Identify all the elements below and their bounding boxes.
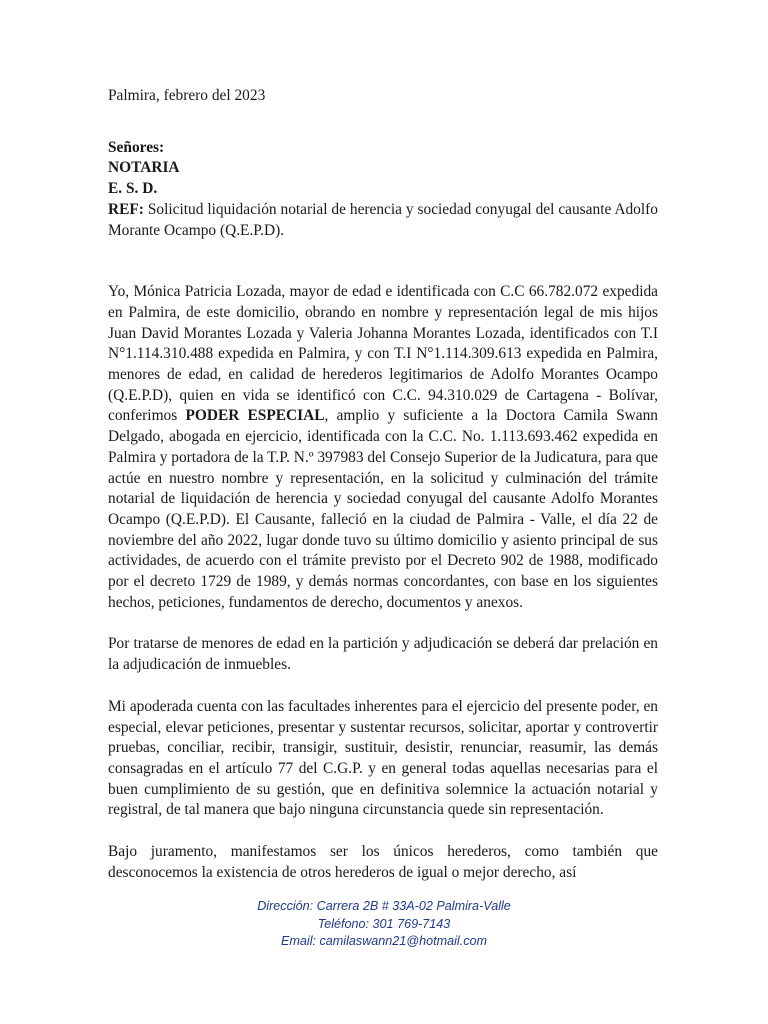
footer-email: Email: camilaswann21@hotmail.com — [281, 934, 487, 949]
addressee-block — [108, 138, 658, 200]
footer-address: Dirección: Carrera 2B # 33A-02 Palmira-Valle — [257, 899, 511, 913]
addressee-esd: E. S. D. — [108, 180, 158, 198]
reference-label: REF: — [108, 200, 144, 218]
paragraph-faculties: Mi apoderada cuenta con las facultades inherentes para el ejercicio del presente poder, en especial, elevar peticiones, presentar y sustentar recursos, solicitar, aportar y controvertir pruebas, conciliar, recibir, transigir, sustituir, desistir, renunciar, reasumir, las demás consagradas en el artículo 77 del C.G.P. y en general todas aquellas necesarias para el buen cumplimiento de su gestión, que en definitiva solemnice la actuación notarial y registral, de tal manera que bajo ninguna circunstancia quede sin representación. — [108, 697, 658, 819]
poder-especial-text: PODER ESPECIAL — [185, 407, 325, 425]
paragraph-power-of-attorney — [108, 282, 658, 613]
addressee-salutation: Señores: — [108, 138, 165, 156]
reference-text: Solicitud liquidación notarial de herencia y sociedad conyugal del causante Adolfo Morante Ocampo (Q.E.P.D). — [108, 200, 658, 239]
addressee-name: NOTARIA — [108, 159, 180, 177]
page-footer — [0, 898, 768, 951]
footer-phone: Teléfono: 301 769-7143 — [317, 916, 451, 931]
paragraph-minors: Por tratarse de menores de edad en la partición y adjudicación se deberá dar prelación en la adjudicación de inmuebles. — [108, 635, 658, 674]
letter-body — [108, 86, 658, 884]
paragraph-1-text-a: Yo, Mónica Patricia Lozada, mayor de edad e identificada con C.C 66.782.072 expedida en Palmira, de este domicilio, obrando en nombre y representación legal de mis hijos Juan David Morantes Lozada y Valeria Johanna Morantes Lozada, identificados con T.I N°1.114.310.488 expedida en Palmira, y con T.I N°1.114.309.613 expedida en Palmira, menores de edad, en calidad de herederos legitimarios de Adolfo Morantes Ocampo (Q.E.P.D), quien en vida se identificó con C.C. 94.310.029 de Cartagena - Bolívar, conferimos — [108, 283, 658, 425]
paragraph-oath: Bajo juramento, manifestamos ser los únicos herederos, como también que desconocemos la existencia de otros herederos de igual o mejor derecho, así — [108, 843, 658, 881]
reference-line — [108, 200, 658, 241]
paragraph-1-text-b: , amplio y suficiente a la Doctora Camila Swann Delgado, abogada en ejercicio, identificada con la C.C. No. 1.113.693.462 expedida en Palmira y portadora de la T.P. N.º 397983 del Consejo Superior de la Judicatura, para que actúe en nuestro nombre y representación, en la solicitud y culminación del trámite notarial de liquidación de herencia y sociedad conyugal del causante Adolfo Morantes Ocampo (Q.E.P.D). El Causante, falleció en la ciudad de Palmira - Valle, el día 22 de noviembre del año 2022, lugar donde tuvo su último domicilio y asiento principal de sus actividades, de acuerdo con el trámite previsto por el Decreto 902 de 1988, modificado por el decreto 1729 de 1989, y demás normas concordantes, con base en los siguientes hechos, peticiones, fundamentos de derecho, documentos y anexos. — [108, 407, 659, 611]
letter-date: Palmira, febrero del 2023 — [108, 87, 266, 104]
